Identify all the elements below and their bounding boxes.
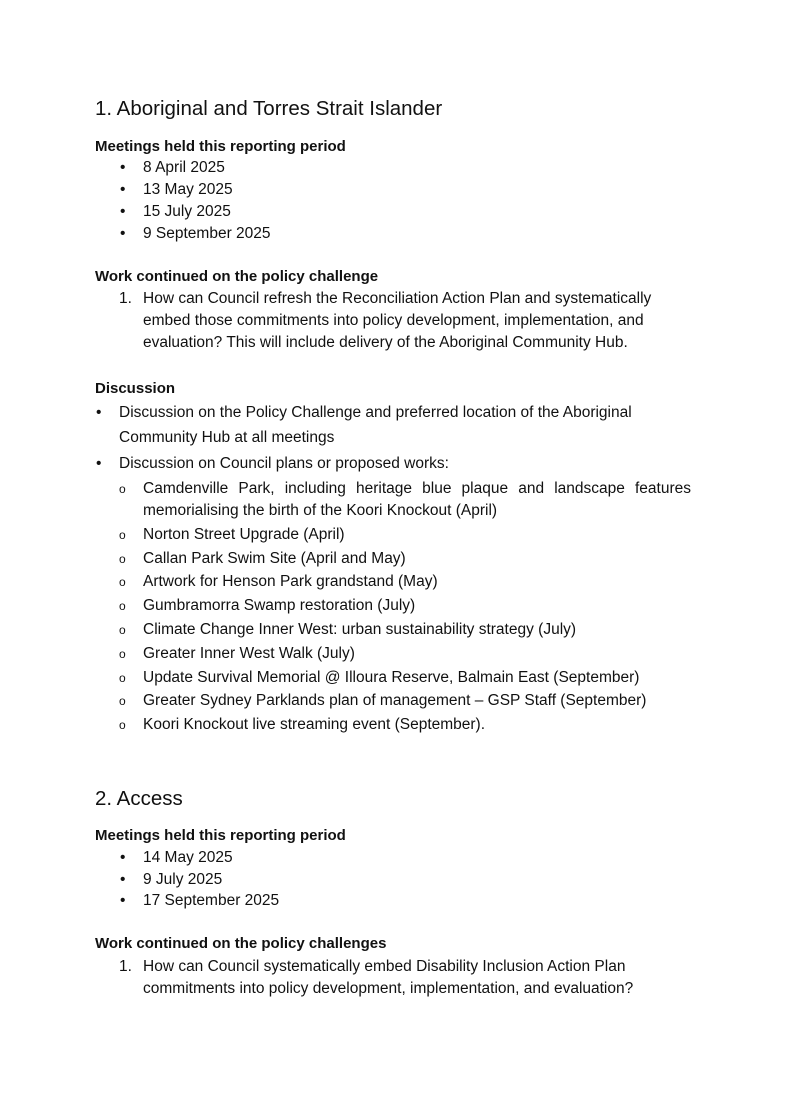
policy-heading: Work continued on the policy challenges xyxy=(95,935,387,952)
meeting-date: 14 May 2025 xyxy=(143,849,233,866)
work-item: Greater Sydney Parklands plan of management – GSP Staff (September) xyxy=(143,692,647,709)
section-heading: 1. Aboriginal and Torres Strait Islander xyxy=(95,97,443,120)
work-item: memorialising the birth of the Koori Knockout (April) xyxy=(143,502,498,519)
circle-bullet: o xyxy=(119,694,126,708)
work-item: Gumbramorra Swamp restoration (July) xyxy=(143,597,416,614)
discussion-text: Community Hub at all meetings xyxy=(119,429,335,446)
meeting-date: 17 September 2025 xyxy=(143,892,280,909)
circle-bullet: o xyxy=(119,599,126,613)
policy-text: evaluation? This will include delivery of the Aboriginal Community Hub. xyxy=(143,334,628,351)
work-item: Camdenville Park, including heritage blue plaque and landscape features xyxy=(143,480,691,497)
circle-bullet: o xyxy=(119,647,126,661)
section-heading: 2. Access xyxy=(95,787,183,810)
work-item: Callan Park Swim Site (April and May) xyxy=(143,550,406,567)
circle-bullet: o xyxy=(119,482,126,496)
work-item: Koori Knockout live streaming event (September). xyxy=(143,716,486,733)
list-number: 1. xyxy=(119,958,132,975)
meeting-date: 13 May 2025 xyxy=(143,181,233,198)
policy-text: How can Council refresh the Reconciliation Action Plan and systematically xyxy=(143,290,652,307)
meeting-date: 8 April 2025 xyxy=(143,159,225,176)
discussion-text: Discussion on the Policy Challenge and preferred location of the Aboriginal xyxy=(119,404,632,421)
circle-bullet: o xyxy=(119,623,126,637)
discussion-text: Discussion on Council plans or proposed works: xyxy=(119,455,449,472)
discussion-heading: Discussion xyxy=(95,380,176,397)
work-item: Norton Street Upgrade (April) xyxy=(143,526,345,543)
bullet: • xyxy=(120,892,126,909)
work-item: Artwork for Henson Park grandstand (May) xyxy=(143,573,438,590)
policy-text: How can Council systematically embed Disability Inclusion Action Plan xyxy=(143,958,626,975)
meeting-date: 9 September 2025 xyxy=(143,225,271,242)
work-item: Greater Inner West Walk (July) xyxy=(143,645,355,662)
circle-bullet: o xyxy=(119,718,126,732)
bullet: • xyxy=(120,225,126,242)
bullet: • xyxy=(120,871,126,888)
bullet: • xyxy=(120,849,126,866)
meetings-heading: Meetings held this reporting period xyxy=(95,138,346,155)
policy-heading: Work continued on the policy challenge xyxy=(95,268,379,285)
work-item: Update Survival Memorial @ Illoura Reserve, Balmain East (September) xyxy=(143,669,640,686)
bullet: • xyxy=(96,404,102,421)
circle-bullet: o xyxy=(119,528,126,542)
bullet: • xyxy=(120,203,126,220)
bullet: • xyxy=(96,455,102,472)
meetings-heading: Meetings held this reporting period xyxy=(95,827,346,844)
meeting-date: 15 July 2025 xyxy=(143,203,231,220)
policy-text: commitments into policy development, implementation, and evaluation? xyxy=(143,980,634,997)
circle-bullet: o xyxy=(119,671,126,685)
meeting-date: 9 July 2025 xyxy=(143,871,223,888)
work-item: Climate Change Inner West: urban sustainability strategy (July) xyxy=(143,621,577,638)
bullet: • xyxy=(120,159,126,176)
bullet: • xyxy=(120,181,126,198)
policy-text: embed those commitments into policy development, implementation, and xyxy=(143,312,644,329)
circle-bullet: o xyxy=(119,552,126,566)
list-number: 1. xyxy=(119,290,132,307)
circle-bullet: o xyxy=(119,575,126,589)
